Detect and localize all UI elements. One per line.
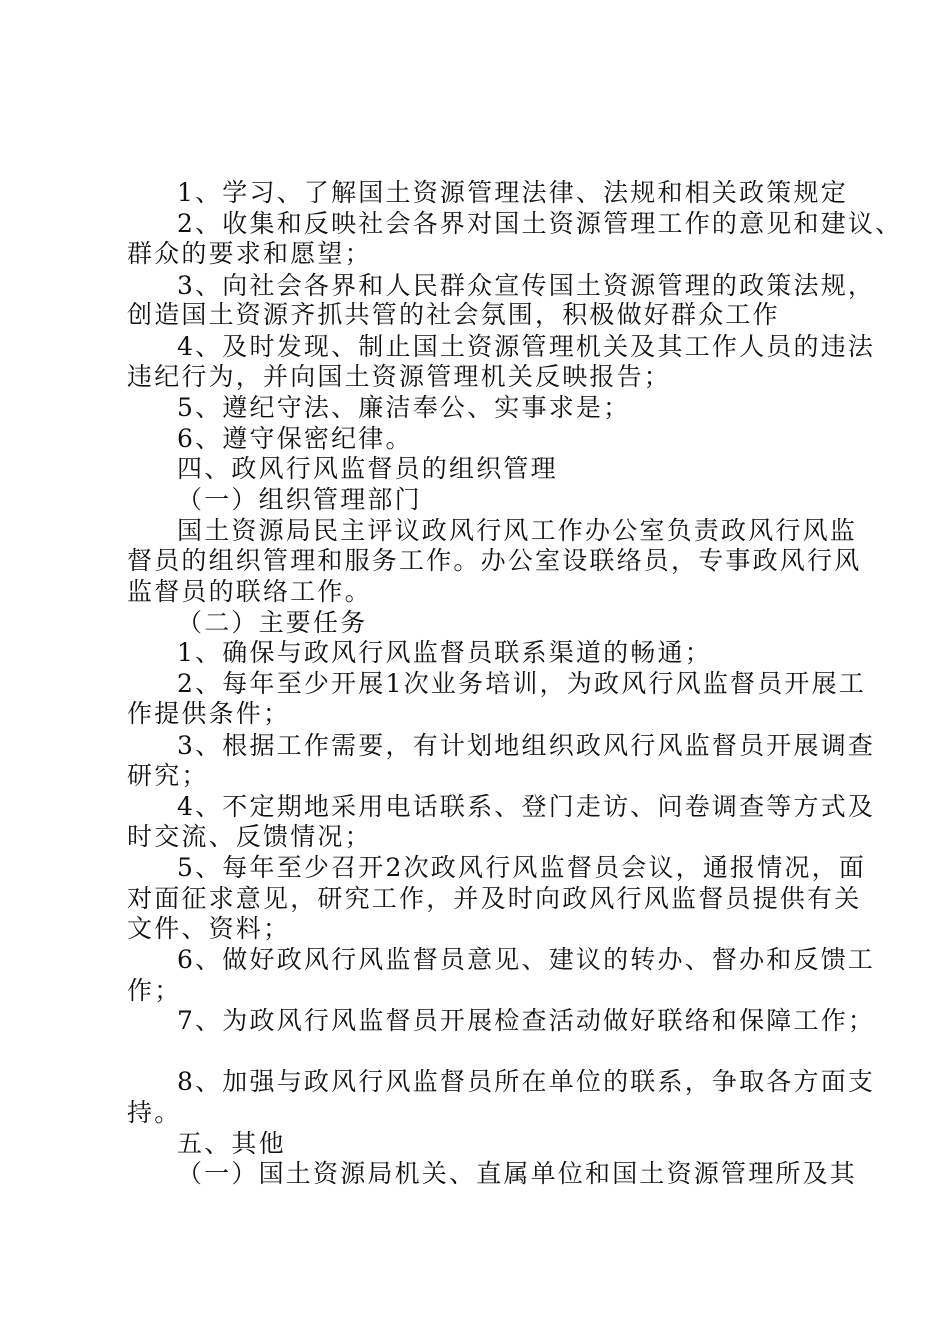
paragraph-line: 群众的要求和愿望； [127,239,372,268]
paragraph-line: 违纪行为，并向国土资源管理机关反映报告； [127,362,672,391]
paragraph-line: 8、加强与政风行风监督员所在单位的联系，争取各方面支 [177,1067,876,1096]
paragraph-line: 4、不定期地采用电话联系、登门走访、问卷调查等方式及 [177,792,876,821]
paragraph-line: 5、遵纪守法、廉洁奉公、实事求是； [177,393,631,422]
paragraph-line: 时交流、反馈情况； [127,822,372,851]
paragraph-line: 对面征求意见，研究工作，并及时向政风行风监督员提供有关 [127,884,862,913]
paragraph-line: 文件、资料； [127,914,291,943]
paragraph-line: 国土资源局民主评议政风行风工作办公室负责政风行风监 [177,516,858,545]
paragraph-line: 研究； [127,761,209,790]
paragraph-line: 3、向社会各界和人民群众宣传国土资源管理的政策法规， [177,271,876,300]
paragraph-line: 持。 [127,1098,182,1127]
paragraph-line: 4、及时发现、制止国土资源管理机关及其工作人员的违法 [177,332,876,361]
paragraph-line: 6、做好政风行风监督员意见、建议的转办、督办和反馈工 [177,945,876,974]
subsection-heading: （一）国土资源局机关、直属单位和国土资源管理所及其 [177,1159,858,1188]
paragraph-line: 1、确保与政风行风监督员联系渠道的畅通； [177,638,712,667]
paragraph-line: 2、收集和反映社会各界对国土资源管理工作的意见和建议、 [177,209,903,238]
paragraph-line: 5、每年至少召开2次政风行风监督员会议，通报情况，面 [177,853,867,882]
paragraph-line: 监督员的联络工作。 [127,577,372,606]
section-heading: 四、政风行风监督员的组织管理 [177,454,558,483]
paragraph-line: 督员的组织管理和服务工作。办公室设联络员，专事政风行风 [127,546,862,575]
paragraph-line: 2、每年至少开展1次业务培训，为政风行风监督员开展工 [177,669,867,698]
paragraph-line: 6、遵守保密纪律。 [177,424,413,453]
subsection-heading: （二）主要任务 [177,608,368,637]
paragraph-line: 作； [127,976,182,1005]
section-heading: 五、其他 [177,1129,286,1158]
paragraph-line: 7、为政风行风监督员开展检查活动做好联络和保障工作； [177,1006,876,1035]
paragraph-line: 3、根据工作需要，有计划地组织政风行风监督员开展调查 [177,731,876,760]
paragraph-line: 创造国土资源齐抓共管的社会氛围，积极做好群众工作 [127,300,780,329]
paragraph-line: 作提供条件； [127,699,291,728]
subsection-heading: （一）组织管理部门 [177,485,422,514]
paragraph-line: 1、学习、了解国土资源管理法律、法规和相关政策规定 [177,178,848,207]
